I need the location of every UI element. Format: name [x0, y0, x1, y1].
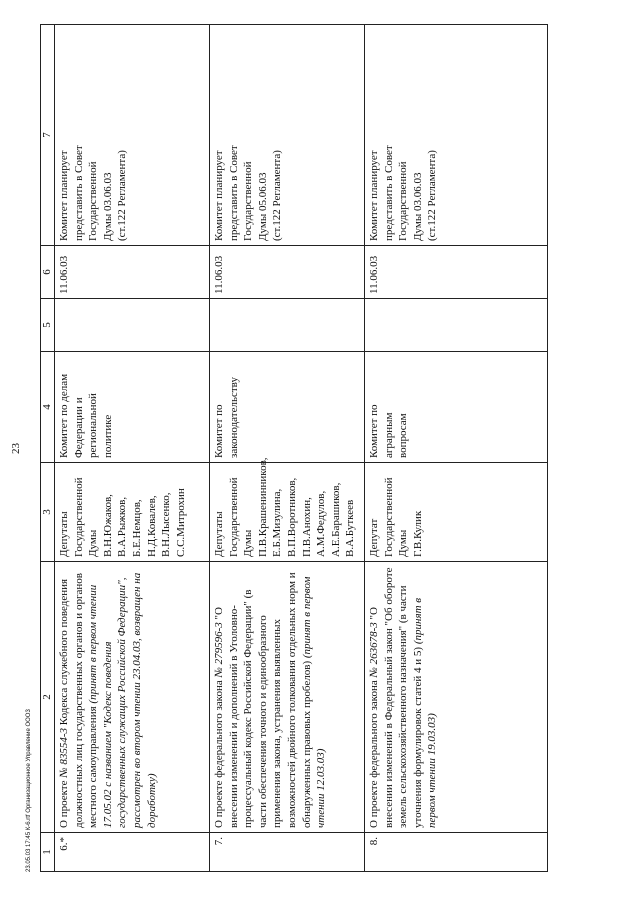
author-line: Думы	[397, 529, 410, 557]
author-line: Государственной	[382, 477, 395, 557]
project-description	[55, 562, 210, 833]
plan-line: Комитет планирует	[213, 150, 225, 241]
table-row	[210, 25, 365, 872]
project-text-segment: № 83554-3	[58, 727, 70, 778]
project-text-segment: "О внесении изменений и дополнений в Уголовно-процессуальный кодекс Российской Федерации" (в части обеспечения точного и единообразного применения закона, устранения выявленных возможностей двойного толкования отдельных норм и обнаруженных правовых пробелов)	[213, 572, 313, 828]
committee-cell	[210, 352, 365, 463]
header-cell: 3	[41, 463, 55, 562]
author-line: Б.Е.Немцов,	[130, 499, 143, 557]
author-line: Е.Б.Мизулина,	[271, 488, 284, 557]
header-cell: 4	[41, 352, 55, 463]
authors-cell	[55, 463, 210, 562]
plan-line: (ст.122 Регламента)	[271, 150, 284, 241]
authors-cell	[365, 463, 548, 562]
file-footer: 23.05.03 17:45 К-6.rtf Организационное Управление ООО3	[26, 709, 32, 872]
project-description	[365, 562, 548, 833]
date-cell: 11.06.03	[55, 246, 210, 299]
author-line: Думы	[242, 529, 255, 557]
author-line: Н.Д.Ковалев,	[145, 495, 158, 557]
plan-line: Государственной	[397, 161, 410, 241]
plan-line: Комитет планирует	[368, 150, 380, 241]
header-cell: 6	[41, 246, 55, 299]
project-text-segment: О проекте федерального закона	[368, 677, 380, 828]
header-cell: 5	[41, 299, 55, 352]
author-line: Депутат	[368, 518, 380, 557]
header-cell: 2	[41, 562, 55, 833]
column-5-cell	[365, 299, 548, 352]
project-text-segment: (принят в первом чтении 19.03.03)	[411, 597, 439, 828]
project-text-segment: , рассмотрен во втором чтении 23.04.03, возвращен на доработку)	[116, 572, 158, 828]
plan-line: Государственной	[242, 161, 255, 241]
author-line: А.Е.Барашиков,	[329, 482, 342, 557]
author-line: П.В.Крашенинников,	[256, 457, 269, 557]
plan-line: представить в Совет	[382, 145, 395, 241]
author-line: В.А.Буткеев	[344, 499, 357, 557]
column-5-cell	[55, 299, 210, 352]
table-row	[55, 25, 210, 872]
project-text-segment: (принят в первом чтении 12.03.03)	[300, 576, 328, 828]
author-line: Государственной	[72, 477, 85, 557]
author-line: Г.В.Кулик	[411, 510, 424, 557]
project-text-segment: О проекте	[58, 777, 70, 828]
item-number: 8.	[365, 833, 548, 872]
author-line: В.Н.Лысенко,	[160, 492, 173, 557]
committee-line: аграрным	[382, 412, 395, 458]
authors-cell	[210, 457, 365, 562]
plan-line: Комитет планирует	[58, 150, 70, 241]
project-text-segment: (принят в первом чтении 17.05.02 с названием	[87, 584, 114, 828]
table-row	[365, 25, 548, 872]
page-number: 23	[10, 443, 22, 454]
author-line: Думы	[87, 529, 100, 557]
project-text-segment: № 279596-3	[213, 622, 225, 678]
item-number: 6.*	[55, 833, 210, 872]
committee-line: Комитет по делам	[58, 373, 70, 458]
plan-cell	[210, 25, 365, 246]
project-text-segment: О проекте федерального закона	[213, 677, 225, 828]
project-description	[210, 562, 365, 833]
author-line: С.С.Митрохин	[174, 488, 187, 557]
author-line: В.А.Рыжков,	[116, 496, 129, 557]
project-text-segment: "О внесении изменений в Федеральный закон "Об обороте земель сельскохозяйственного назначения" (в части уточнения формулировок статей 4 и 5)	[368, 567, 424, 828]
project-text-segment: Кодекса служебного поведения должностных лиц государственных органов и органов местного самоуправления	[58, 573, 100, 828]
committee-line: Комитет по	[213, 404, 225, 458]
plan-line: представить в Совет	[227, 145, 240, 241]
plan-line: Государственной	[87, 161, 100, 241]
author-line: П.В.Анохин,	[300, 497, 313, 557]
project-text-segment: "Кодекс поведения государственных служащих Российской Федерации"	[101, 580, 129, 828]
committee-cell	[365, 352, 548, 463]
author-line: В.П.Воротников,	[285, 477, 298, 557]
date-cell: 11.06.03	[365, 246, 548, 299]
header-row	[41, 25, 55, 872]
header-cell: 1	[41, 833, 55, 872]
committee-cell	[55, 352, 210, 463]
committee-line: вопросам	[397, 413, 410, 458]
plan-line: представить в Совет	[72, 145, 85, 241]
committee-line: Федерации и	[72, 397, 85, 458]
committee-line: Комитет по	[368, 404, 380, 458]
author-line: В.Н.Южаков,	[101, 494, 114, 557]
committee-line: законодательству	[227, 377, 240, 458]
author-line: Государственной	[227, 477, 240, 557]
agenda-table	[40, 24, 548, 872]
committee-line: политике	[101, 414, 114, 458]
plan-cell	[365, 25, 548, 246]
plan-line: (ст.122 Регламента)	[426, 150, 439, 241]
plan-cell	[55, 25, 210, 246]
author-line: Депутаты	[213, 511, 225, 557]
column-5-cell	[210, 299, 365, 352]
plan-line: Думы 03.06.03	[101, 172, 114, 241]
project-text-segment: № 263678-3	[368, 622, 380, 678]
plan-line: Думы 05.06.03	[256, 172, 269, 241]
item-number: 7.	[210, 833, 365, 872]
plan-line: Думы 03.06.03	[411, 172, 424, 241]
author-line: Депутаты	[58, 511, 70, 557]
date-cell: 11.06.03	[210, 246, 365, 299]
plan-line: (ст.122 Регламента)	[116, 150, 129, 241]
committee-line: региональной	[87, 393, 100, 458]
header-cell: 7	[41, 25, 55, 246]
author-line: А.М.Федулов,	[315, 490, 328, 557]
